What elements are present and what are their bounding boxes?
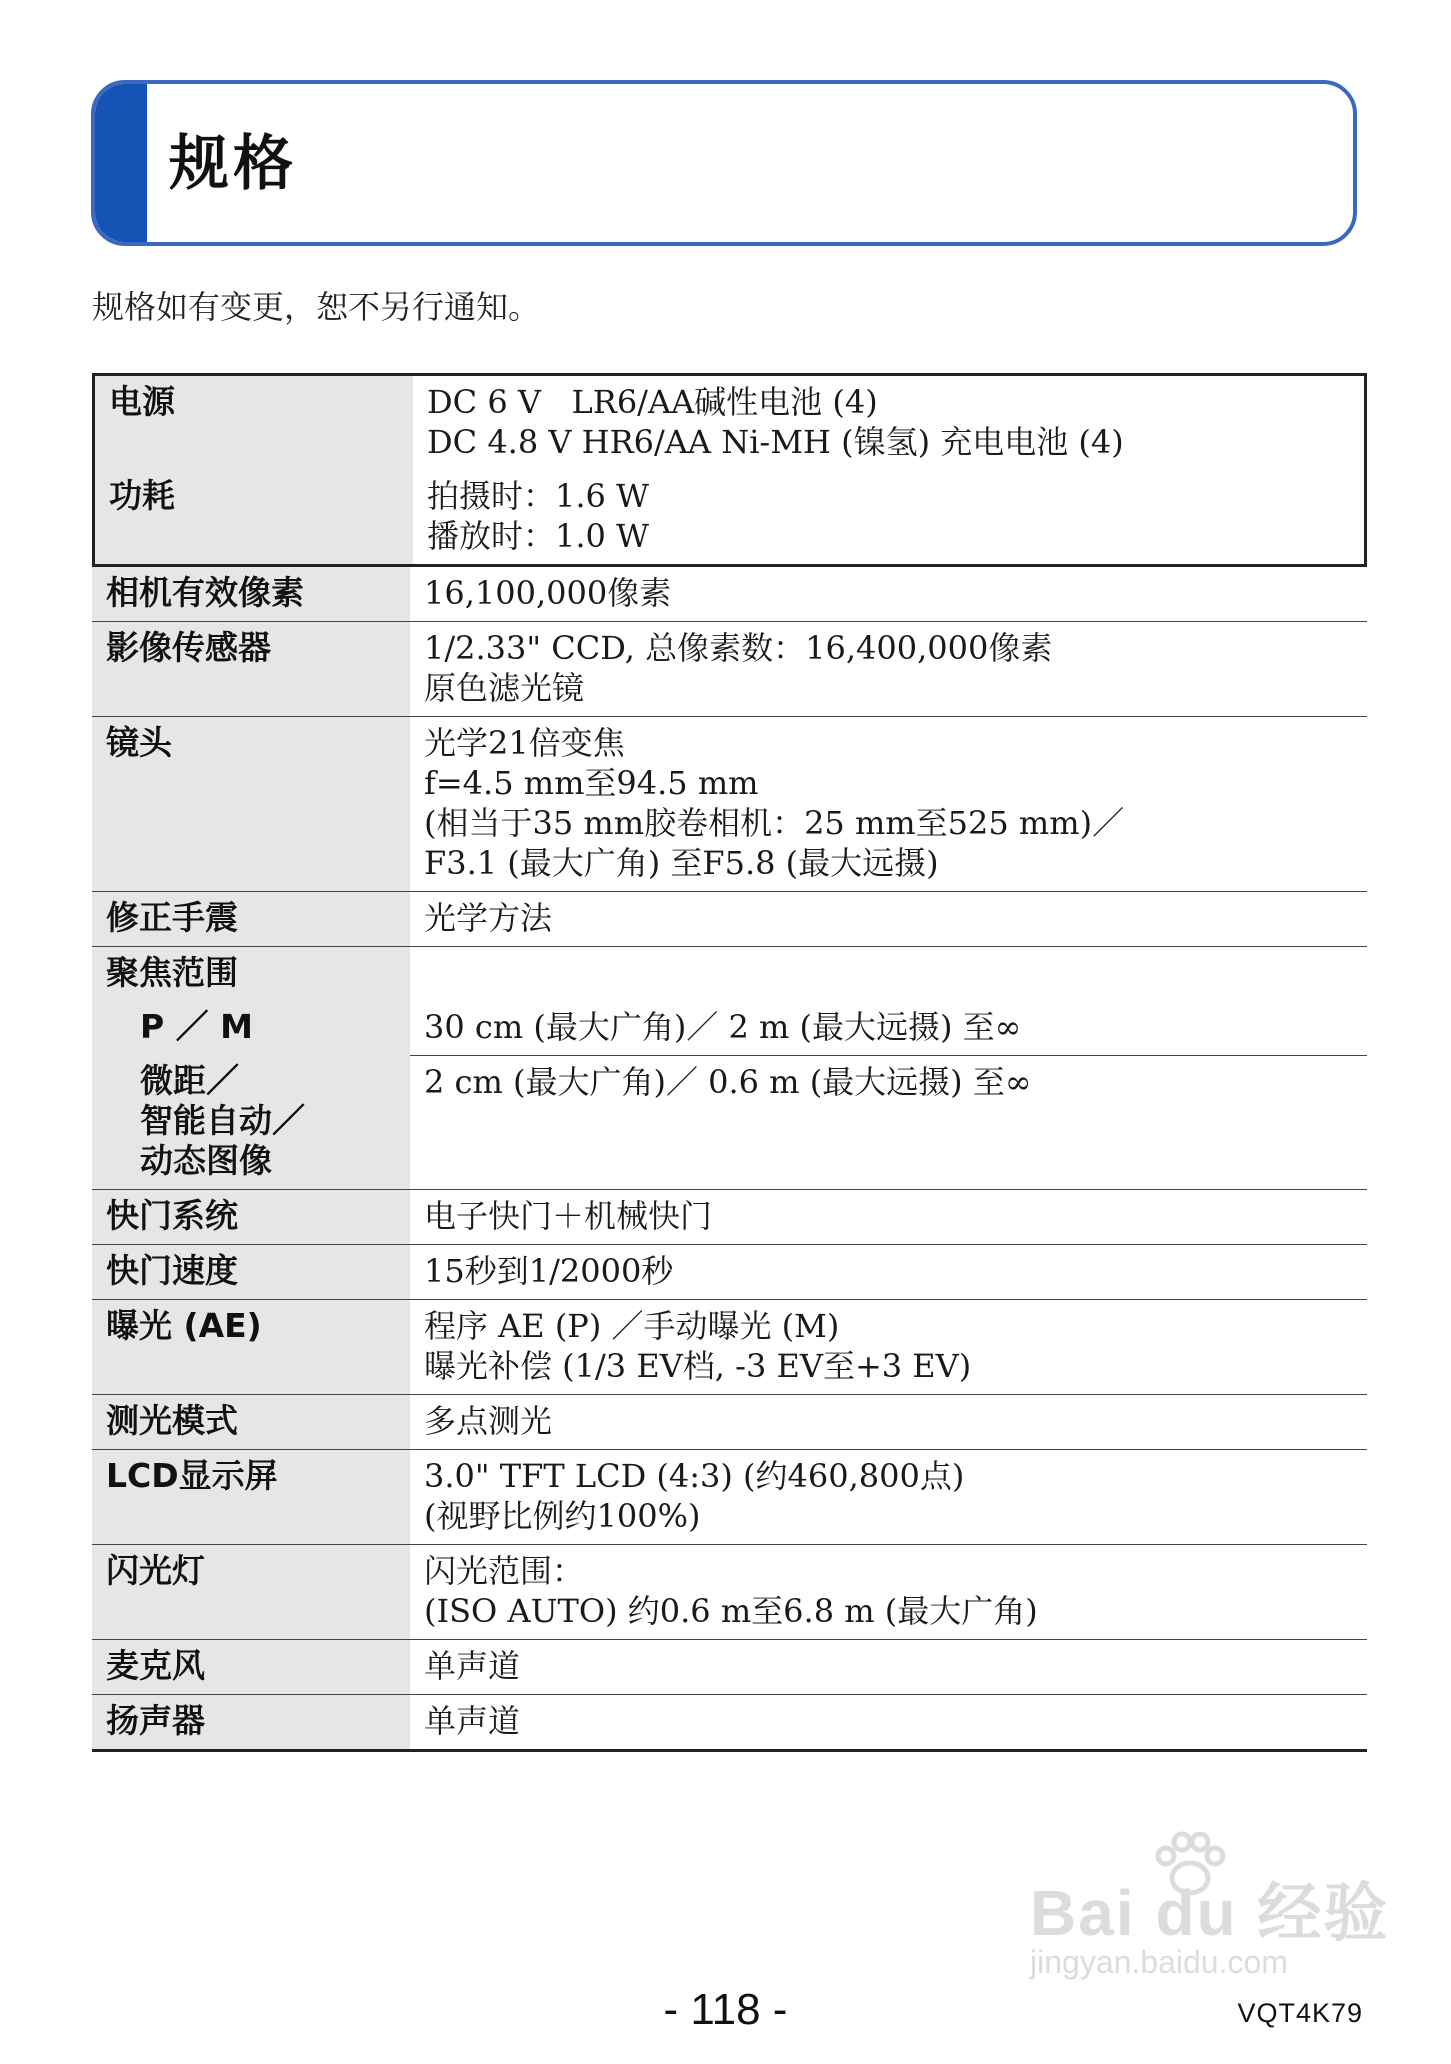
- page-number: - 118 -: [663, 1985, 788, 2034]
- spec-sublabel-line: 微距／: [140, 1061, 239, 1100]
- spec-sublabel-line: 智能自动／: [140, 1101, 305, 1140]
- spec-value: [410, 1055, 1367, 1189]
- spec-value: [410, 1190, 1367, 1244]
- watermark-url: jingyan.baidu.com: [1030, 1944, 1288, 1980]
- spec-sublabel: [92, 1055, 410, 1189]
- spec-row-lens: [92, 716, 1367, 891]
- spec-row-consumption: [95, 470, 1364, 564]
- spec-label: 扬声器: [92, 1695, 410, 1749]
- spec-label: 快门系统: [92, 1190, 410, 1244]
- spec-value: [410, 717, 1367, 891]
- spec-line: 单声道: [424, 1647, 521, 1685]
- spec-line: 光学方法: [424, 899, 553, 937]
- page-title: 规格: [169, 129, 297, 199]
- spec-line: 16,100,000像素: [424, 574, 672, 612]
- spec-value: [410, 1695, 1367, 1749]
- doc-code: VQT4K79: [1237, 1998, 1363, 2028]
- spec-line: DC 4.8 V HR6/AA Ni-MH (镍氢) 充电电池 (4): [427, 423, 1124, 461]
- spec-sublabel: P ／ M: [92, 1001, 410, 1055]
- spec-value: [413, 470, 1364, 564]
- spec-label: 麦克风: [92, 1640, 410, 1694]
- spec-row-microphone: [92, 1639, 1367, 1694]
- spec-line: (ISO AUTO) 约0.6 m至6.8 m (最大广角): [424, 1592, 1038, 1630]
- spec-line: (视野比例约100%): [424, 1497, 701, 1535]
- spec-line: (相当于35 mm胶卷相机：25 mm至525 mm)／: [424, 804, 1125, 842]
- spec-label: 镜头: [92, 717, 410, 891]
- spec-label: 修正手震: [92, 892, 410, 946]
- spec-label: 曝光 (AE): [92, 1300, 410, 1394]
- spec-row-pixels: [92, 567, 1367, 621]
- spec-line: DC 6 V LR6/AA碱性电池 (4): [427, 383, 878, 421]
- spec-row-lcd: [92, 1449, 1367, 1544]
- spec-line: 3.0" TFT LCD (4:3) (约460,800点): [424, 1457, 965, 1495]
- spec-value: [410, 892, 1367, 946]
- spec-label: 功耗: [95, 470, 413, 564]
- spec-value: [410, 567, 1367, 621]
- spec-line: 原色滤光镜: [424, 669, 585, 707]
- notice-text: 规格如有变更，恕不另行通知。: [92, 288, 541, 326]
- spec-row-shutter-speed: [92, 1244, 1367, 1299]
- spec-label: 相机有效像素: [92, 567, 410, 621]
- spec-row-focus-pm: [92, 1001, 1367, 1055]
- spec-line: 播放时：1.0 W: [427, 517, 649, 555]
- spec-value: [413, 376, 1364, 470]
- spec-value: [410, 1245, 1367, 1299]
- spec-row-focus-macro: [92, 1055, 1367, 1189]
- spec-value: [410, 1640, 1367, 1694]
- spec-line: 1/2.33" CCD, 总像素数：16,400,000像素: [424, 629, 1053, 667]
- spec-label: 闪光灯: [92, 1545, 410, 1639]
- spec-label: 聚焦范围: [92, 947, 410, 1001]
- spec-line: 光学21倍变焦: [424, 724, 625, 762]
- spec-value: [410, 622, 1367, 716]
- spec-label: 测光模式: [92, 1395, 410, 1449]
- spec-line: 闪光范围：: [424, 1552, 585, 1590]
- spec-label: 快门速度: [92, 1245, 410, 1299]
- power-box: [92, 373, 1367, 567]
- spec-row-exposure: [92, 1299, 1367, 1394]
- spec-row-speaker: [92, 1694, 1367, 1749]
- spec-line: 电子快门＋机械快门: [424, 1197, 713, 1235]
- spec-row-sensor: [92, 621, 1367, 716]
- spec-row-metering: [92, 1394, 1367, 1449]
- spec-sublabel-line: 动态图像: [140, 1141, 272, 1180]
- spec-line: 拍摄时：1.6 W: [427, 477, 649, 515]
- title-box: [91, 80, 1357, 246]
- spec-line: 程序 AE (P) ／手动曝光 (M): [424, 1307, 840, 1345]
- spec-value: [410, 1545, 1367, 1639]
- spec-label: LCD显示屏: [92, 1450, 410, 1544]
- spec-value: [410, 1300, 1367, 1394]
- spec-line: 30 cm (最大广角)／ 2 m (最大远摄) 至∞: [424, 1008, 1022, 1046]
- spec-line: 2 cm (最大广角)／ 0.6 m (最大远摄) 至∞: [424, 1063, 1032, 1101]
- spec-value: [410, 1450, 1367, 1544]
- watermark-logo: Bai du 经验: [1030, 1877, 1390, 1949]
- spec-value: [410, 1395, 1367, 1449]
- spec-line: 单声道: [424, 1702, 521, 1740]
- spec-row-stabilizer: [92, 891, 1367, 946]
- spec-label: 影像传感器: [92, 622, 410, 716]
- spec-label: 电源: [95, 376, 413, 470]
- spec-table: [92, 373, 1367, 1752]
- spec-row-power: [95, 376, 1364, 470]
- spec-line: 15秒到1/2000秒: [424, 1252, 674, 1290]
- spec-line: F3.1 (最大广角) 至F5.8 (最大远摄): [424, 844, 939, 882]
- spec-line: f=4.5 mm至94.5 mm: [424, 764, 759, 802]
- title-accent-bar: [95, 84, 147, 242]
- spec-row-shutter-system: [92, 1189, 1367, 1244]
- spec-value: [410, 947, 1367, 1001]
- spec-row-flash: [92, 1544, 1367, 1639]
- spec-line: 曝光补偿 (1/3 EV档, -3 EV至+3 EV): [424, 1347, 972, 1385]
- spec-value: [410, 1001, 1367, 1055]
- spec-row-focus: [92, 946, 1367, 1001]
- spec-line: 多点测光: [424, 1402, 553, 1440]
